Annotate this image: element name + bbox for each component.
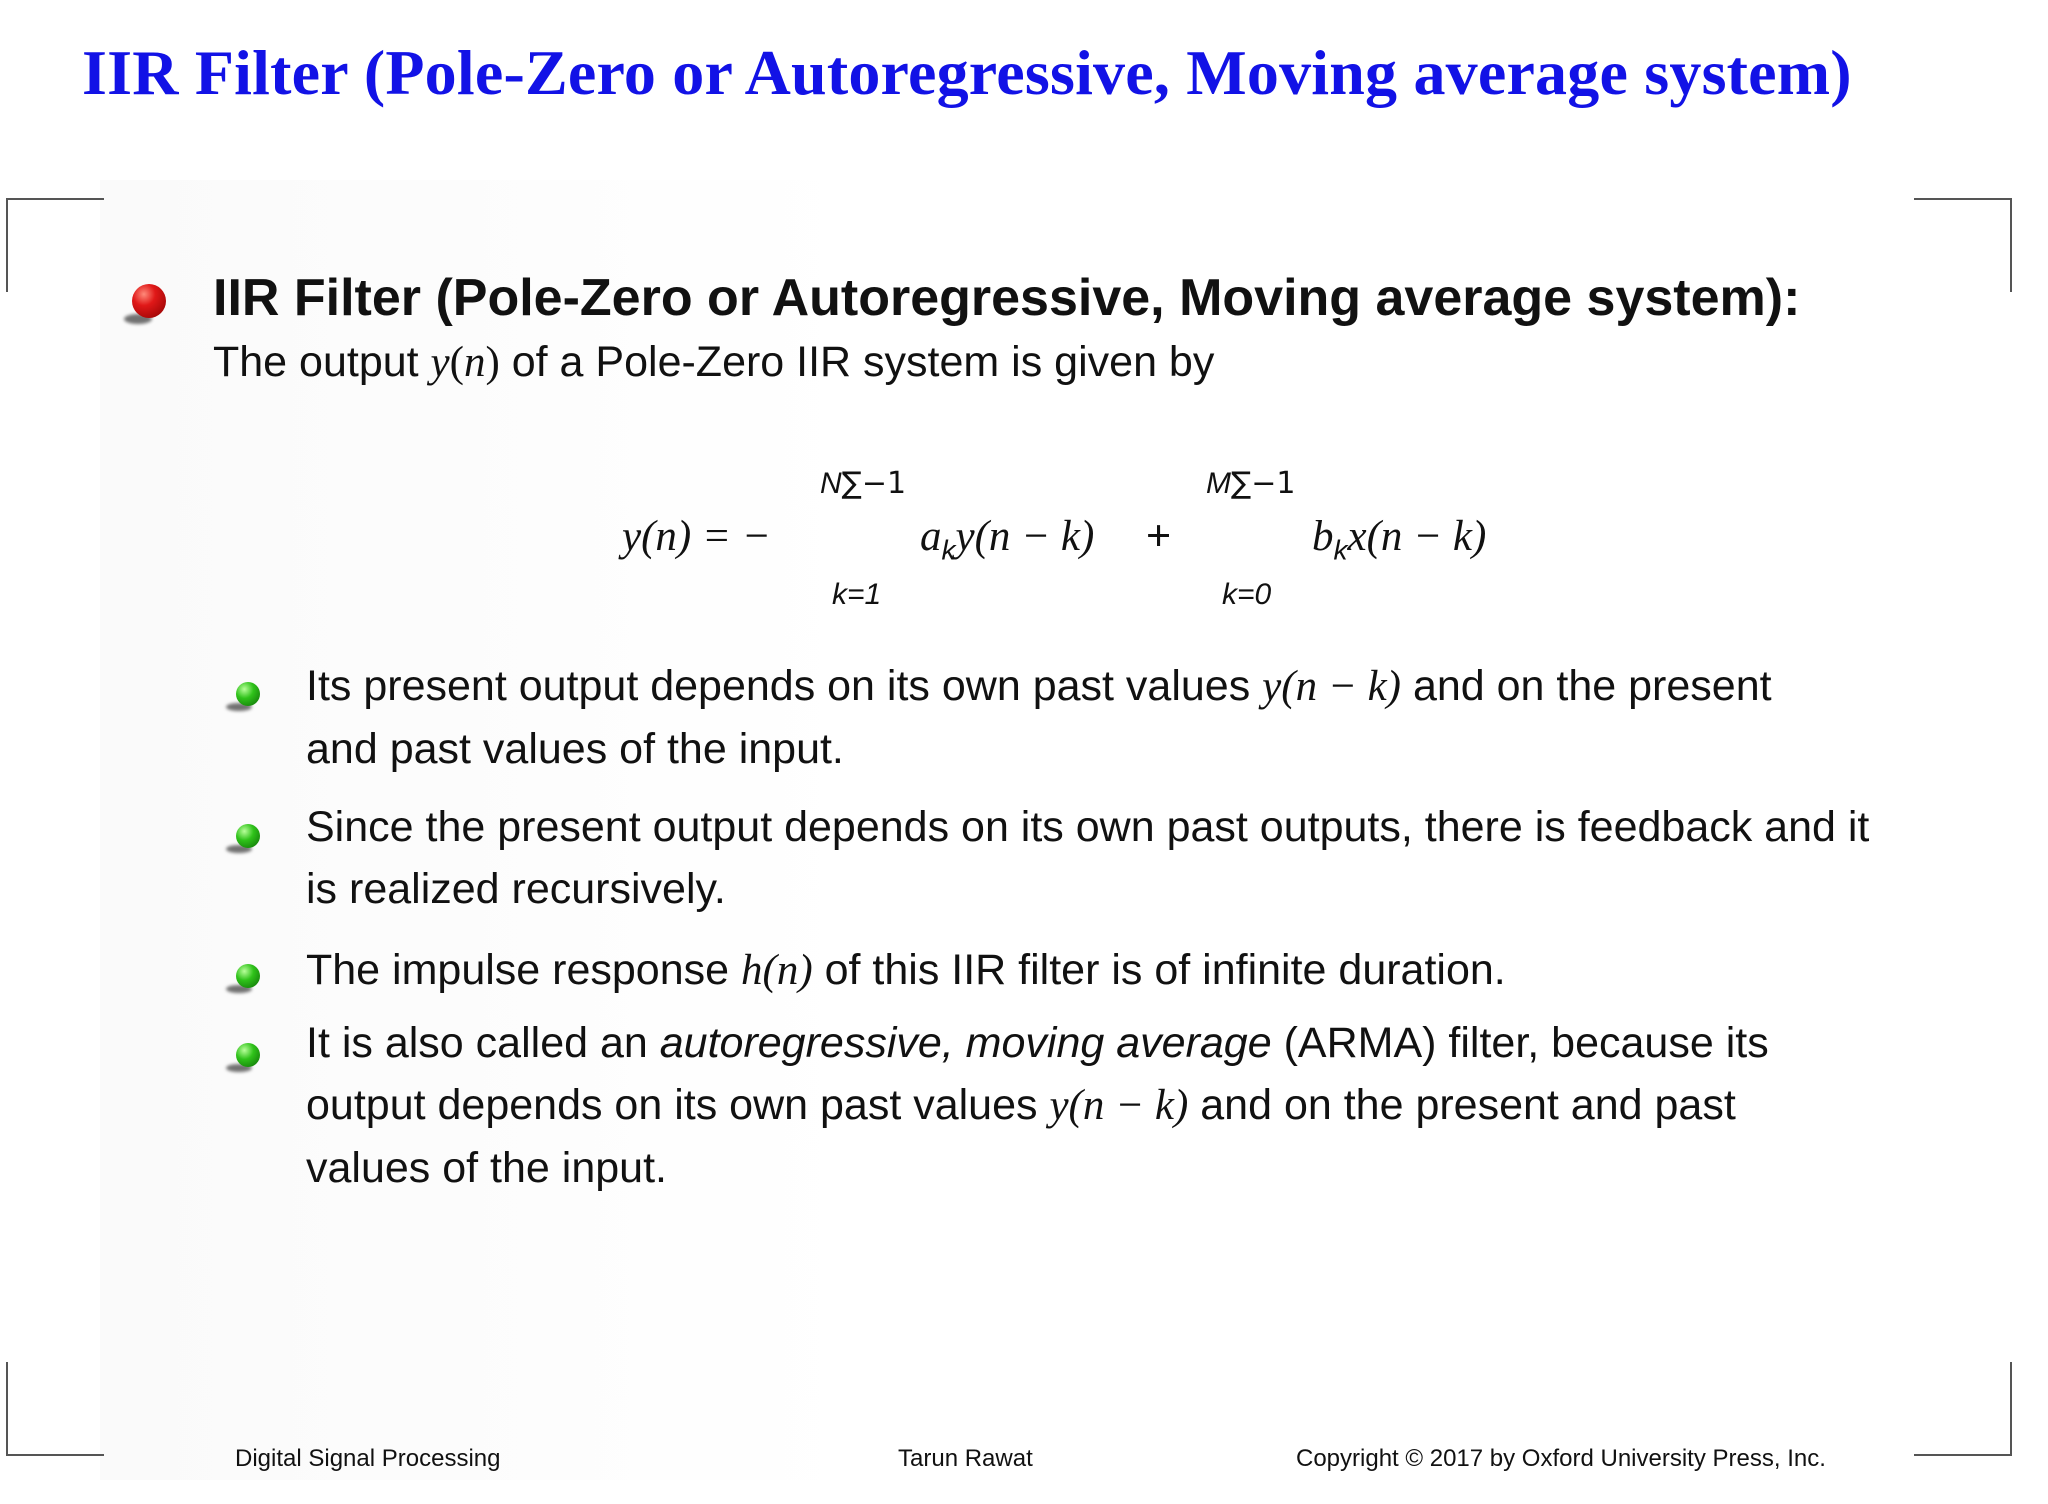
corner-bracket-bottom-left <box>6 1362 104 1456</box>
green-bullet-icon <box>236 824 260 848</box>
bullet-4-math: y(n − k) <box>1049 1082 1189 1129</box>
bullet-item-1: Its present output depends on its own past values y(n − k) and on the present and past values of the input. <box>306 662 1772 773</box>
equation-term2 <box>1312 512 1486 567</box>
slide-title: IIR Filter (Pole-Zero or Autoregressive, Moving average system) <box>82 37 1852 108</box>
bullet-4-italic: autoregressive, moving average <box>659 1019 1272 1067</box>
bullet-item-3: The impulse response h(n) of this IIR filter is of infinite duration. <box>306 946 1506 994</box>
term2-coef: b <box>1312 513 1334 560</box>
bullet-item-2: Since the present output depends on its own past outputs, there is feedback and it is realized recursively. <box>306 803 1870 913</box>
term2-body: x(n − k) <box>1347 513 1487 560</box>
intro-after: of a Pole-Zero IIR system is given by <box>511 338 1215 386</box>
footer-center: Tarun Rawat <box>898 1445 1033 1472</box>
equation-lhs: y(n) = − <box>622 513 771 560</box>
section-heading: IIR Filter (Pole-Zero or Autoregressive, Moving average system): <box>213 269 1801 327</box>
term1-subscript: k <box>941 534 956 566</box>
bullet-item-4: It is also called an autoregressive, moving average (ARMA) filter, because its output depends on its own past values y(n − k) and on the present and past values of the input. <box>306 1019 1769 1192</box>
green-bullet-icon <box>236 682 260 706</box>
green-bullet-icon <box>236 1043 260 1067</box>
corner-bracket-top-right <box>1914 198 2012 292</box>
corner-bracket-top-left <box>6 198 104 292</box>
intro-arg: n <box>463 339 486 386</box>
intro-var: y <box>430 339 450 386</box>
sum2-upper-var: M <box>1206 467 1231 500</box>
sum2-lower-limit: k=0 <box>1222 578 1272 611</box>
sum2-upper-limit <box>1206 466 1295 501</box>
intro-sentence: The output y(n) of a Pole-Zero IIR system is given by <box>213 338 1215 386</box>
sum2-sigma-icon: ∑−1 <box>1231 466 1296 501</box>
equation-plus: + <box>1146 512 1172 560</box>
sum1-sigma-icon: ∑−1 <box>841 466 907 501</box>
footer-left: Digital Signal Processing <box>235 1445 501 1472</box>
bullet-1-math: y(n − k) <box>1262 663 1401 710</box>
sum1-upper-var: N <box>820 467 842 500</box>
term2-subscript: k <box>1333 534 1348 566</box>
corner-bracket-bottom-right <box>1914 1362 2012 1456</box>
sum1-lower-limit: k=1 <box>832 578 882 611</box>
green-bullet-icon <box>236 964 260 988</box>
term1-body: y(n − k) <box>955 513 1095 560</box>
bullet-3-math: h(n) <box>741 947 813 994</box>
intro-before: The output <box>213 338 419 386</box>
footer-right: Copyright © 2017 by Oxford University Press, Inc. <box>1296 1445 1826 1472</box>
equation-term1 <box>920 512 1094 567</box>
sum1-upper-limit <box>820 466 906 501</box>
term1-coef: a <box>920 513 942 560</box>
red-bullet-icon <box>132 284 166 318</box>
